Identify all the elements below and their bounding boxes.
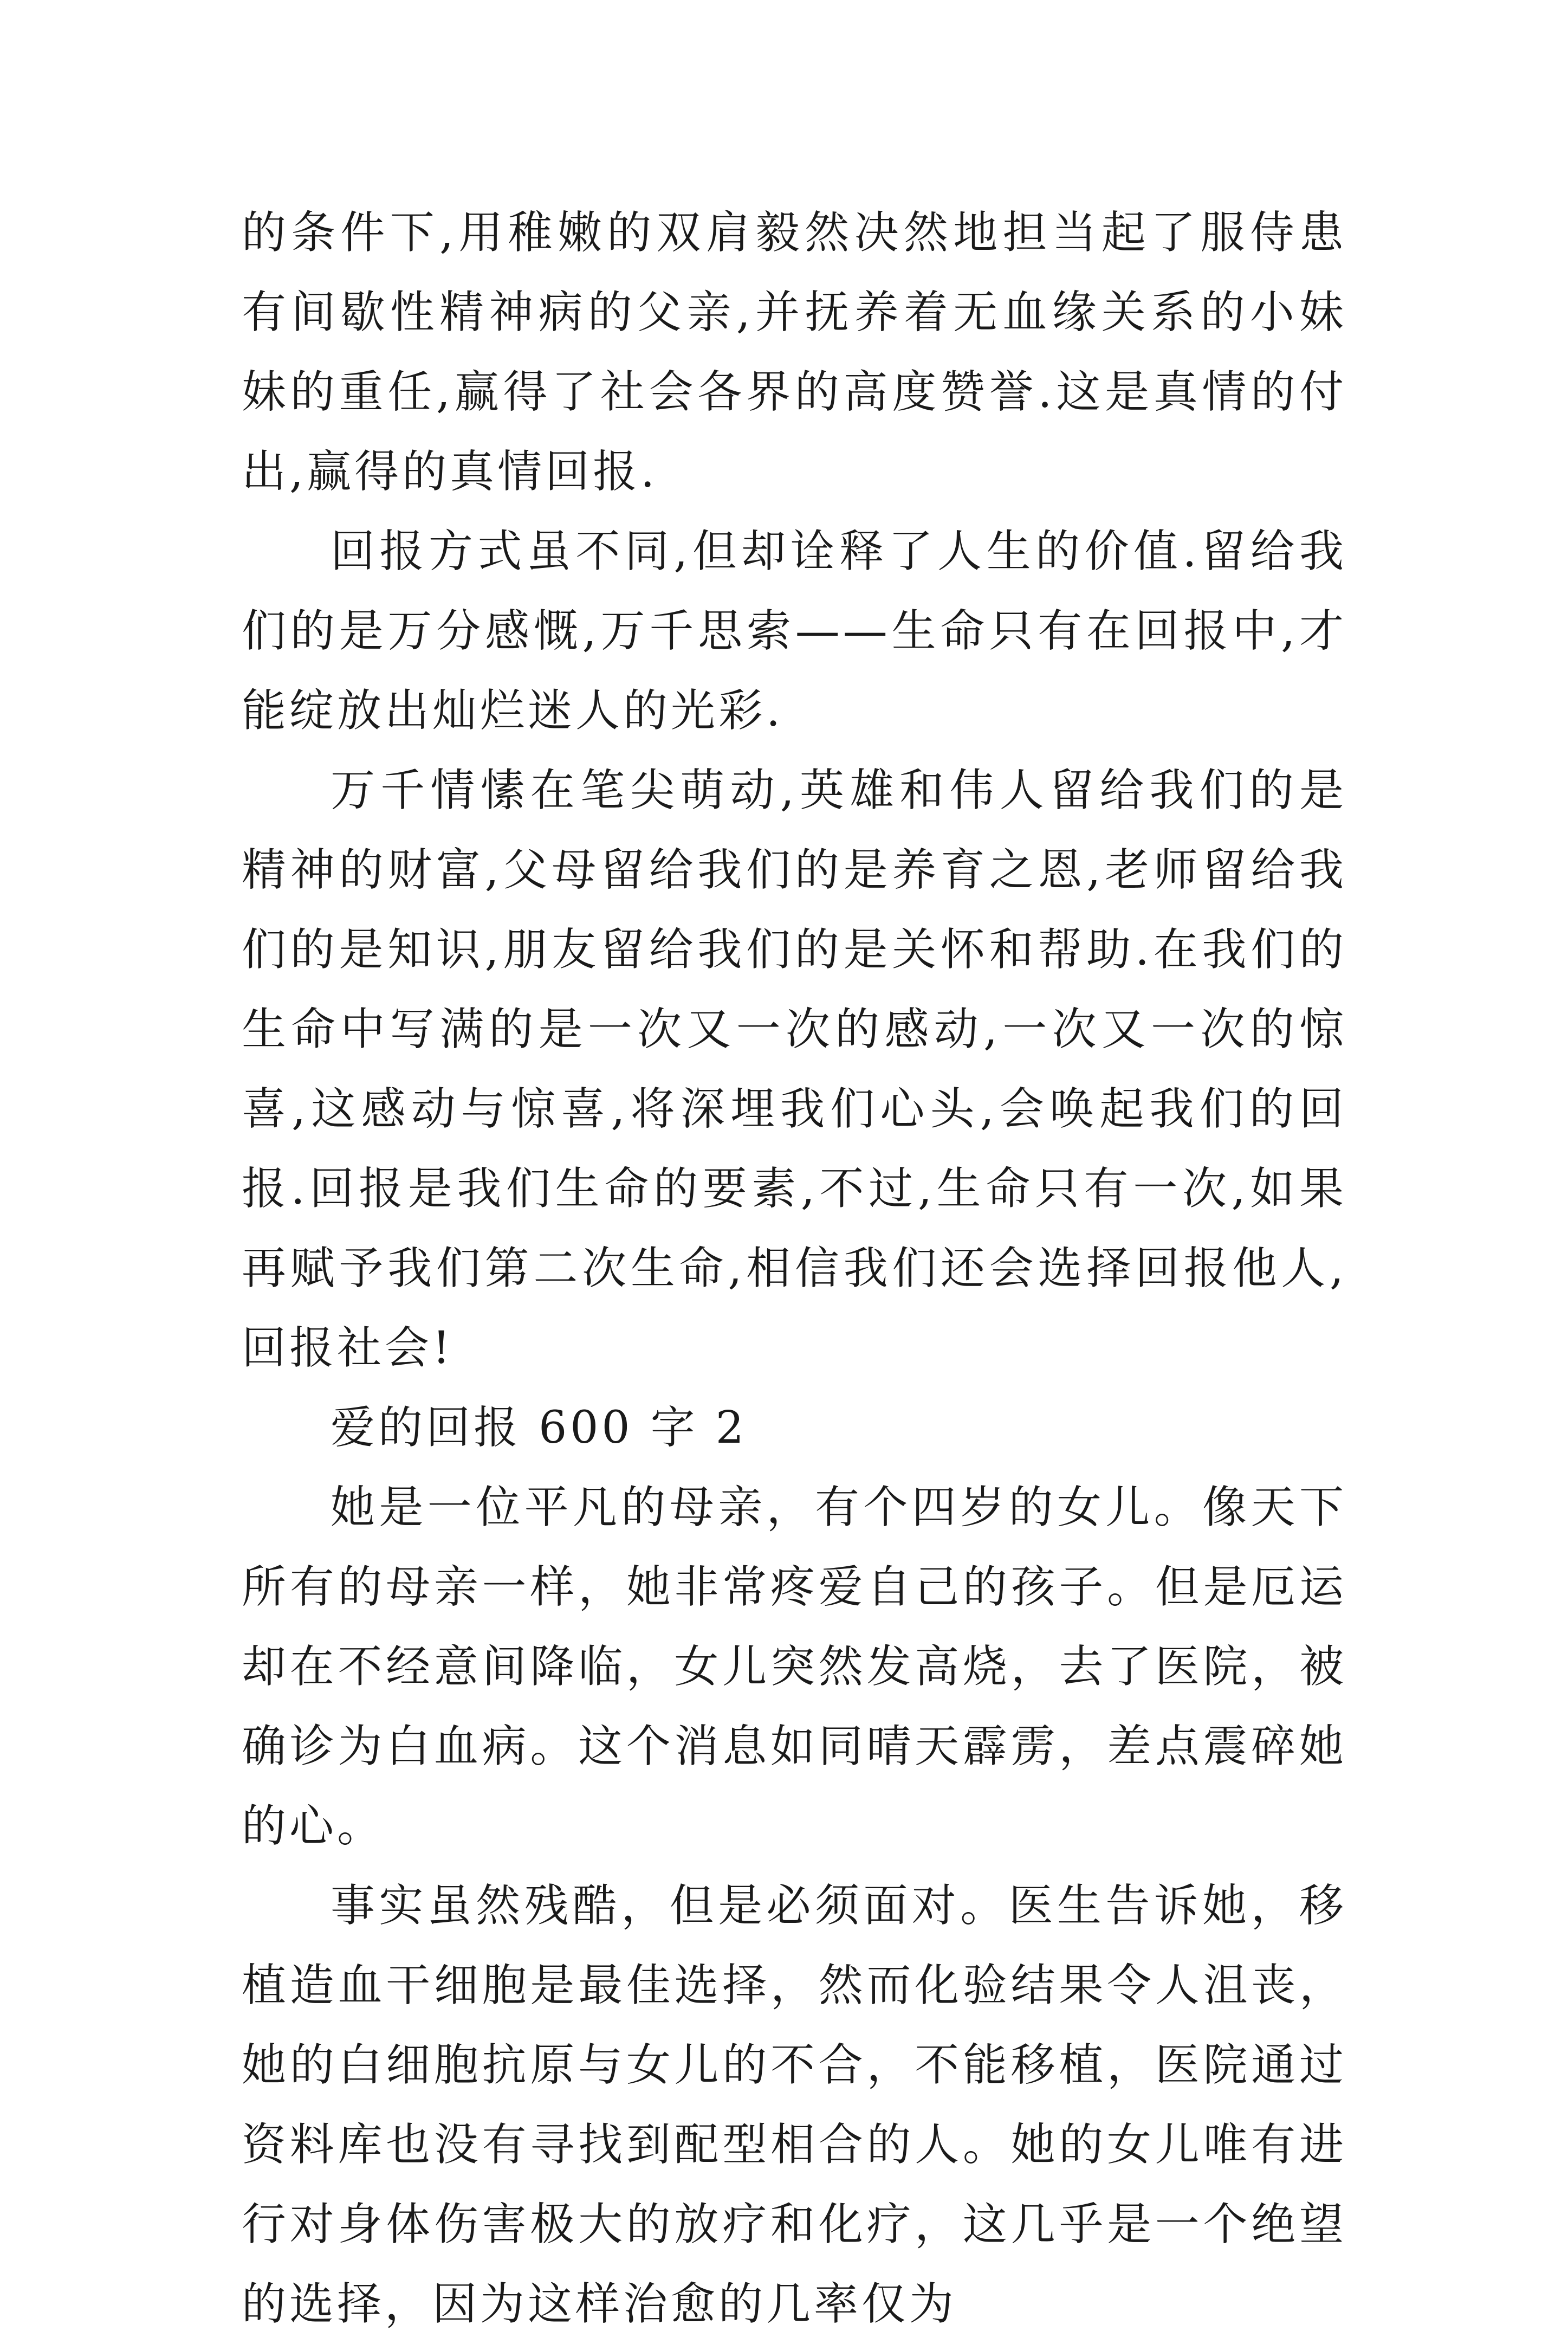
document-body [242,193,1347,2344]
paragraph-gratitude: 万千情愫在笔尖萌动,英雄和伟人留给我们的是精神的财富,父母留给我们的是养育之恩,老师留给我们的是知识,朋友留给我们的是关怀和帮助.在我们的生命中写满的是一次又一次的感动,一次又一次的惊喜,这感动与惊喜,将深埋我们心头,会唤起我们的回报.回报是我们生命的要素,不过,生命只有一次,如果再赋予我们第二次生命,相信我们还会选择回报他人,回报社会! [242,765,1347,1374]
paragraph-continuation: 的条件下,用稚嫩的双肩毅然决然地担当起了服侍患有间歇性精神病的父亲,并抚养着无血缘关系的小妹妹的重任,赢得了社会各界的高度赞誉.这是真情的付出,赢得的真情回报. [242,207,1347,498]
paragraph-reward-value: 回报方式虽不同,但却诠释了人生的价值.留给我们的是万分感慨,万千思索——生命只有在回报中,才能绽放出灿烂迷人的光彩. [242,526,1347,737]
section-heading: 爱的回报 600 字 2 [331,1402,747,1454]
paragraph-mother-story: 她是一位平凡的母亲，有个四岁的女儿。像天下所有的母亲一样，她非常疼爱自己的孩子。但是厄运却在不经意间降临，女儿突然发高烧，去了医院，被确诊为白血病。这个消息如同晴天霹雳，差点震碎她的心。 [242,1482,1347,1852]
paragraph-treatment: 事实虽然残酷，但是必须面对。医生告诉她，移植造血干细胞是最佳选择，然而化验结果令人沮丧，她的白细胞抗原与女儿的不合，不能移植，医院通过资料库也没有寻找到配型相合的人。她的女儿唯有进行对身体伤害极大的放疗和化疗，这几乎是一个绝望的选择，因为这样治愈的几率仅为 [242,1880,1347,2330]
